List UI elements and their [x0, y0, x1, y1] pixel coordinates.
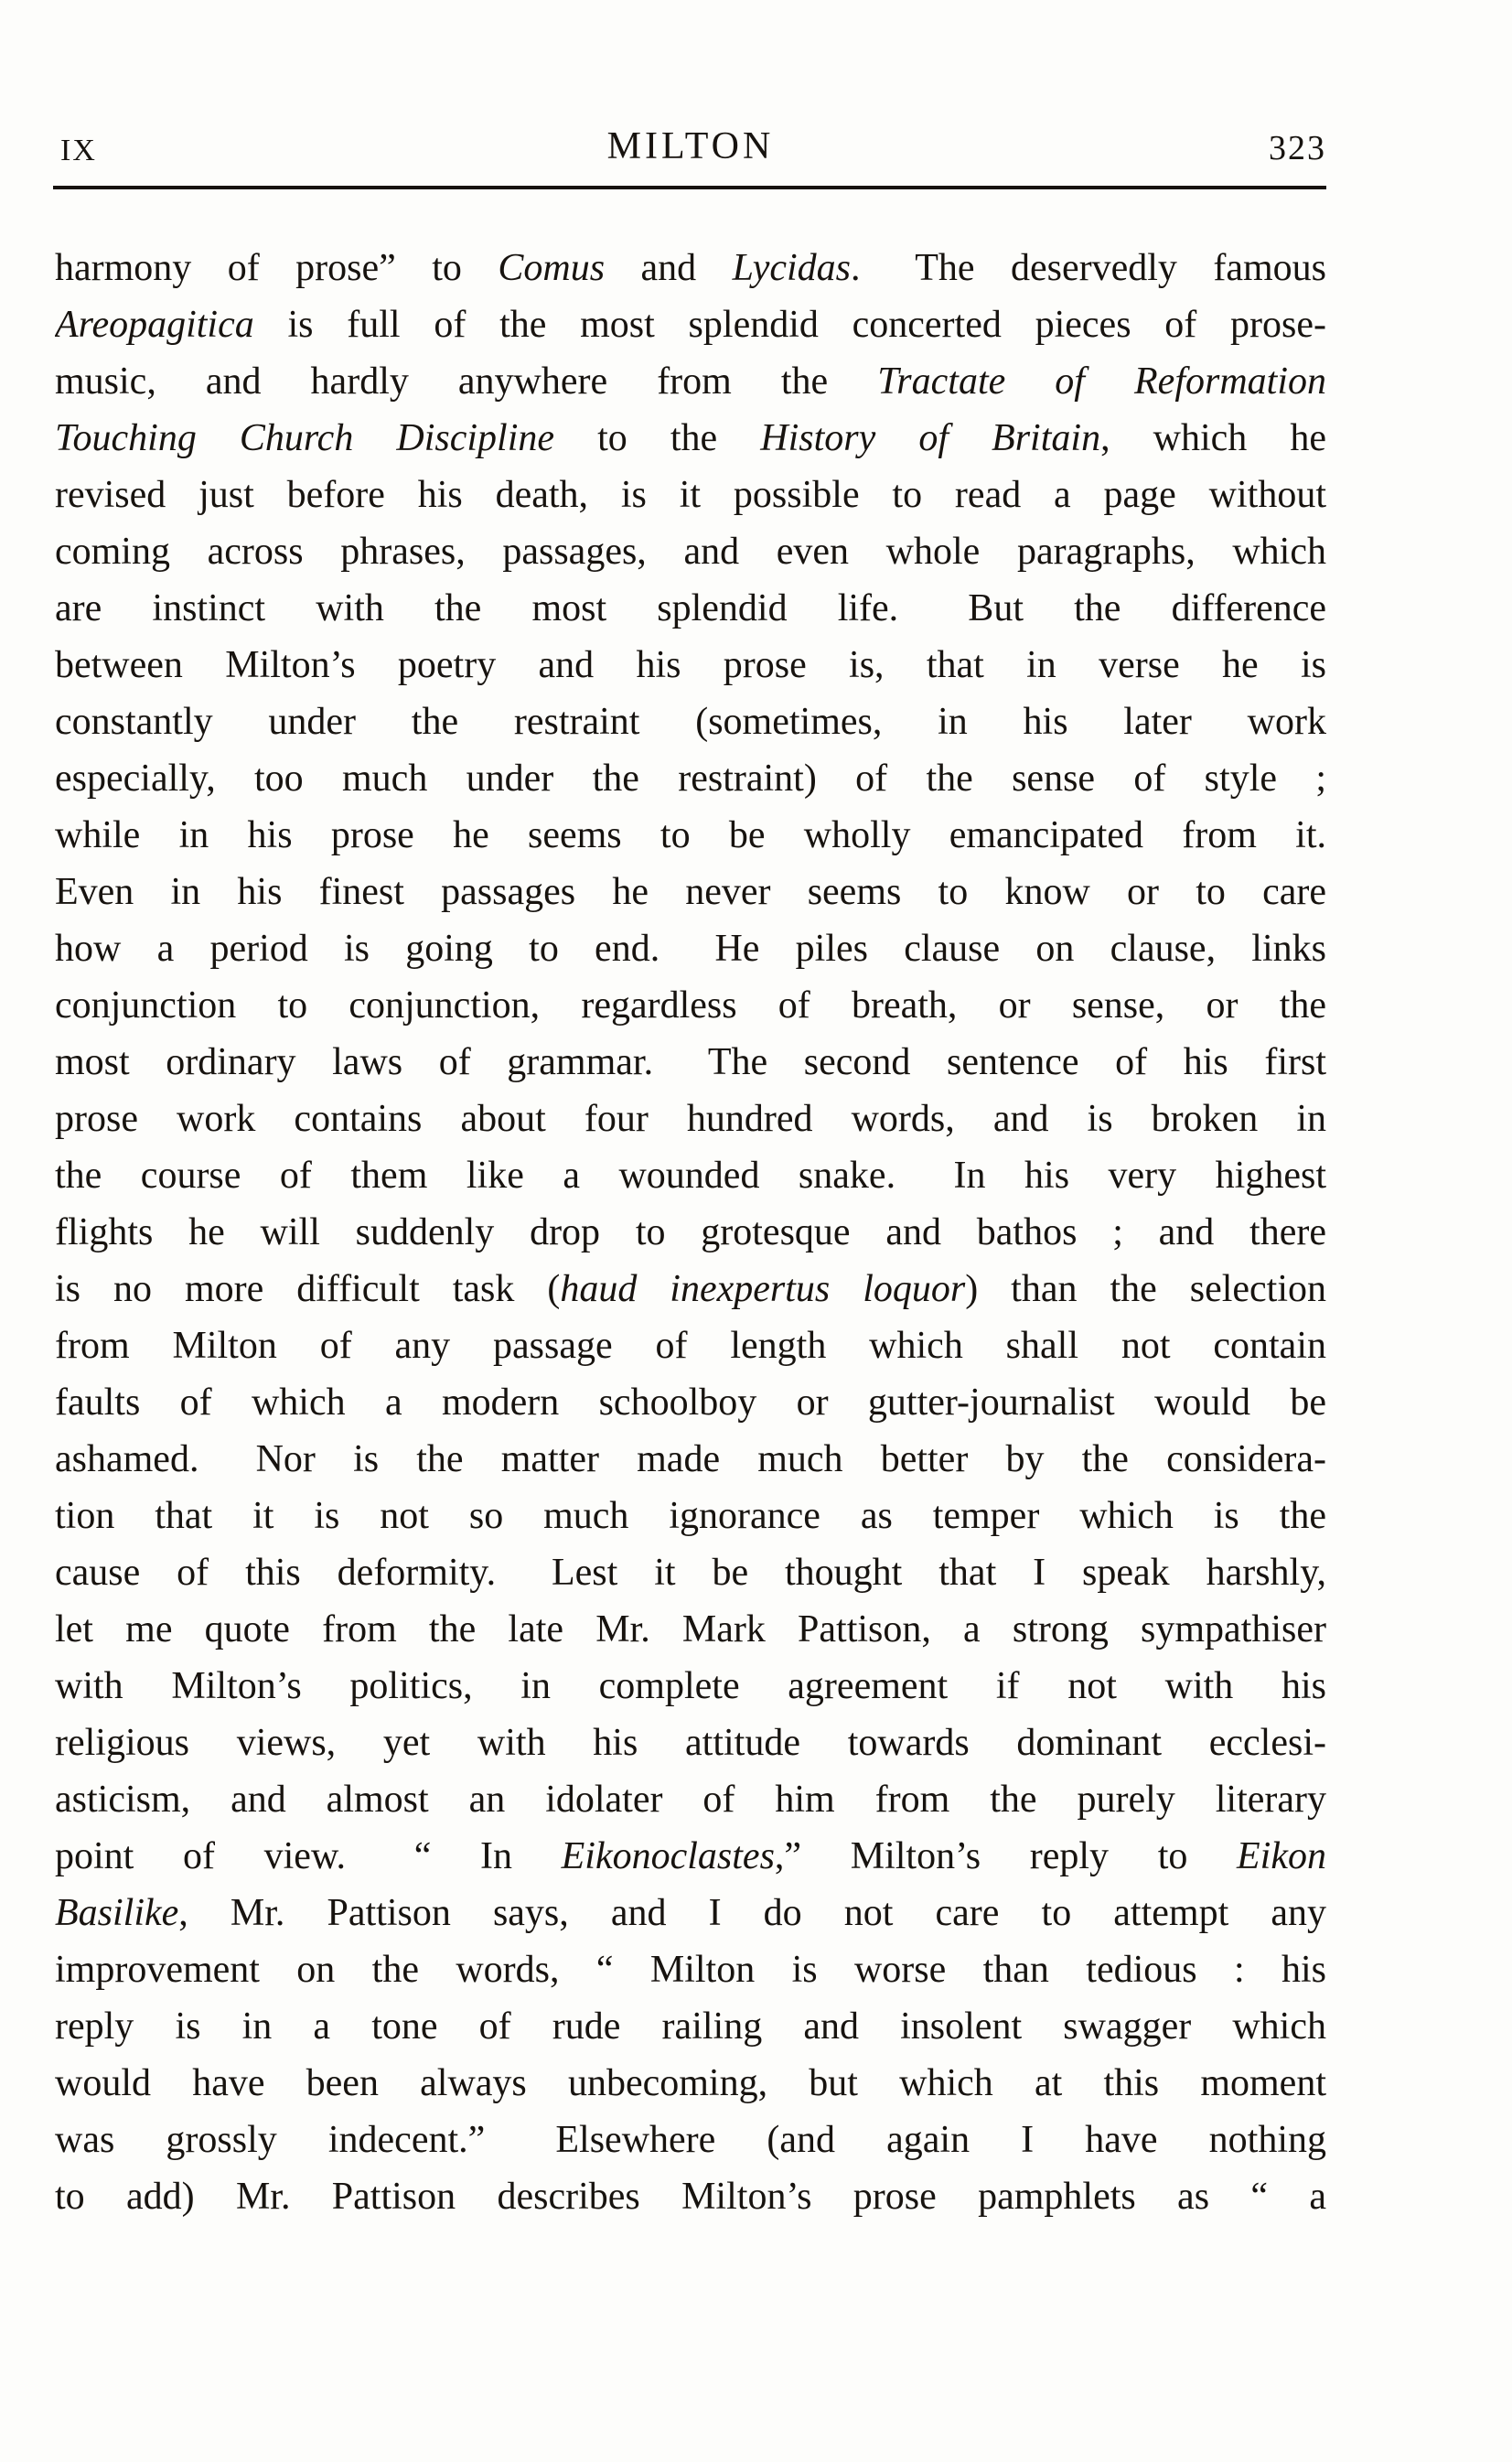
text-run: prose work contains about four hundred words, and is broken in	[55, 1098, 1326, 1140]
italic-text-run: Touching Church Discipline	[55, 417, 555, 459]
text-run: ,” Milton’s reply to	[774, 1835, 1238, 1877]
text-run: let me quote from the late Mr. Mark Pattison, a strong sympathiser	[55, 1608, 1326, 1650]
text-line	[55, 1317, 1326, 1374]
text-run: especially, too much under the restraint) of the sense of style ;	[55, 758, 1326, 800]
text-run: religious views, yet with his attitude towards dominant ecclesi-	[55, 1722, 1326, 1764]
text-line	[55, 1544, 1326, 1601]
text-line	[55, 1885, 1326, 1941]
italic-text-run: History of Britain	[760, 417, 1101, 459]
text-run: was grossly indecent.” Elsewhere (and again I have nothing	[55, 2119, 1326, 2161]
text-line	[55, 807, 1326, 864]
text-line	[55, 467, 1326, 523]
text-run: between Milton’s poetry and his prose is, that in verse he is	[55, 644, 1326, 686]
text-run: point of view. “ In	[55, 1835, 562, 1877]
text-run: improvement on the words, “ Milton is worse than tedious : his	[55, 1949, 1326, 1991]
text-line	[55, 1204, 1326, 1261]
text-line	[55, 410, 1326, 467]
text-line	[55, 693, 1326, 750]
text-run: most ordinary laws of grammar. The second sentence of his first	[55, 1041, 1326, 1083]
text-line	[55, 296, 1326, 353]
text-run: from Milton of any passage of length which shall not contain	[55, 1325, 1326, 1367]
italic-text-run: Tractate of Reformation	[877, 360, 1326, 403]
text-line	[55, 1715, 1326, 1771]
text-run: ashamed. Nor is the matter made much better by the considera-	[55, 1438, 1326, 1480]
text-line	[55, 637, 1326, 693]
text-run: to add) Mr. Pattison describes Milton’s prose pamphlets as “ a	[55, 2176, 1326, 2218]
text-run: faults of which a modern schoolboy or gutter-journalist would be	[55, 1382, 1326, 1424]
text-line	[55, 864, 1326, 920]
text-run: are instinct with the most splendid life. But the difference	[55, 587, 1326, 629]
header-rule	[53, 186, 1326, 189]
text-line	[55, 1998, 1326, 2055]
page-number: 323	[1269, 129, 1326, 167]
italic-text-run: Eikon	[1237, 1835, 1326, 1877]
text-line	[55, 2168, 1326, 2225]
text-run: revised just before his death, is it possible to read a page without	[55, 474, 1326, 516]
text-run: would have been always unbecoming, but which at this moment	[55, 2062, 1326, 2104]
text-line	[55, 1601, 1326, 1658]
text-line	[55, 977, 1326, 1034]
italic-text-run: Areopagitica	[55, 304, 254, 346]
text-line	[55, 523, 1326, 580]
text-run: harmony of prose” to	[55, 247, 499, 289]
running-title: MILTON	[606, 125, 775, 167]
text-line	[55, 1034, 1326, 1091]
body-text	[55, 240, 1326, 2225]
text-line	[55, 1828, 1326, 1885]
text-run: the course of them like a wounded snake. In his very highest	[55, 1155, 1326, 1197]
text-line	[55, 1147, 1326, 1204]
text-run: and	[605, 247, 733, 289]
text-line	[55, 1658, 1326, 1715]
text-line	[55, 1488, 1326, 1544]
text-line	[55, 1431, 1326, 1488]
text-run: . The deservedly famous	[851, 247, 1326, 289]
text-line	[55, 1261, 1326, 1317]
text-line	[55, 1091, 1326, 1147]
text-run: with Milton’s politics, in complete agreement if not with his	[55, 1665, 1326, 1707]
text-line	[55, 1374, 1326, 1431]
italic-text-run: Lycidas	[732, 247, 852, 289]
text-run: , which he	[1100, 417, 1326, 459]
text-line	[55, 1941, 1326, 1998]
text-run: , Mr. Pattison says, and I do not care to attempt any	[178, 1892, 1326, 1934]
italic-text-run: Basilike	[55, 1892, 179, 1934]
italic-text-run: Eikonoclastes	[561, 1835, 775, 1877]
text-run: coming across phrases, passages, and even whole paragraphs, which	[55, 531, 1326, 573]
text-run: is no more difficult task (	[55, 1268, 561, 1310]
text-line	[55, 2055, 1326, 2112]
text-run: asticism, and almost an idolater of him from the purely literary	[55, 1779, 1326, 1821]
running-header	[55, 121, 1326, 176]
text-run: flights he will suddenly drop to grotesque and bathos ; and there	[55, 1211, 1326, 1253]
text-line	[55, 750, 1326, 807]
text-line	[55, 353, 1326, 410]
text-run: reply is in a tone of rude railing and insolent swagger which	[55, 2005, 1326, 2048]
text-line	[55, 240, 1326, 296]
text-run: music, and hardly anywhere from the	[55, 360, 878, 403]
text-run: Even in his finest passages he never seems to know or to care	[55, 871, 1326, 913]
chapter-numeral: IX	[60, 134, 97, 167]
text-run: tion that it is not so much ignorance as temper which is the	[55, 1495, 1326, 1537]
text-run: is full of the most splendid concerted pieces of prose-	[253, 304, 1326, 346]
text-run: constantly under the restraint (sometimes, in his later work	[55, 701, 1326, 743]
text-line	[55, 580, 1326, 637]
text-run: while in his prose he seems to be wholly emancipated from it.	[55, 814, 1326, 856]
text-run: ) than the selection	[965, 1268, 1326, 1310]
text-run: how a period is going to end. He piles clause on clause, links	[55, 928, 1326, 970]
text-run: to the	[554, 417, 761, 459]
text-run: cause of this deformity. Lest it be thought that I speak harshly,	[55, 1552, 1326, 1594]
text-line	[55, 2112, 1326, 2168]
text-line	[55, 920, 1326, 977]
italic-text-run: Comus	[498, 247, 606, 289]
text-line	[55, 1771, 1326, 1828]
italic-text-run: haud inexpertus loquor	[560, 1268, 966, 1310]
text-run: conjunction to conjunction, regardless of breath, or sense, or the	[55, 984, 1326, 1027]
